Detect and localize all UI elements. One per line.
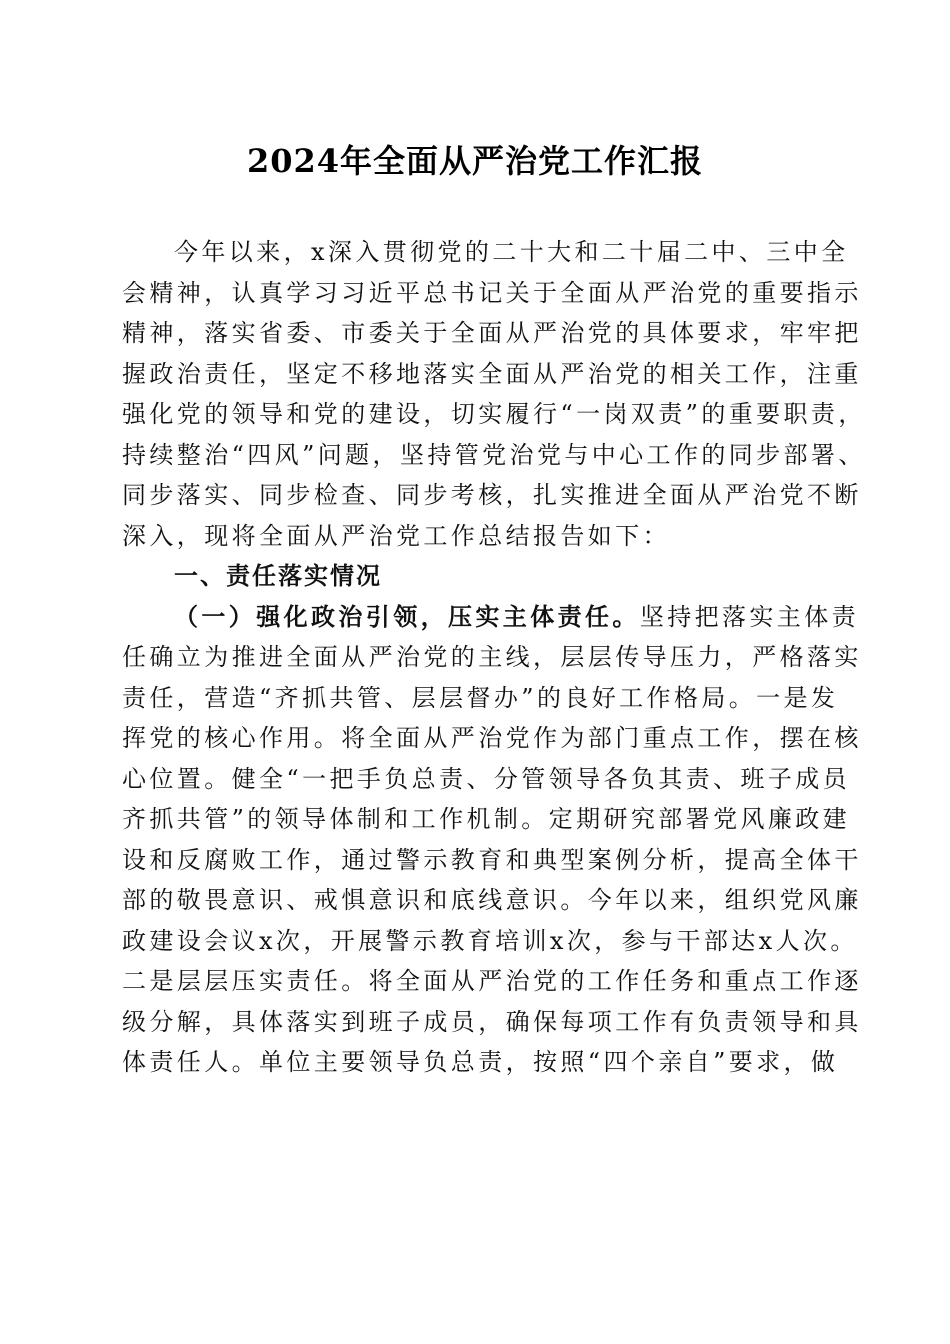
- paragraph-line: 二是层层压实责任。将全面从严治党的工作任务和重点工作逐: [122, 967, 862, 995]
- paragraph-line: 部的敬畏意识、戒惧意识和底线意识。今年以来，组织党风廉: [122, 886, 862, 914]
- paragraph-line: 同步落实、同步检查、同步考核，扎实推进全面从严治党不断: [122, 481, 862, 509]
- paragraph-line: 今年以来，x深入贯彻党的二十大和二十届二中、三中全: [174, 238, 849, 266]
- paragraph-line: 深入，现将全面从严治党工作总结报告如下：: [122, 521, 670, 550]
- document-body: [122, 232, 866, 1083]
- paragraph-line: 心位置。健全“一把手负总责、分管领导各负其责、班子成员: [122, 764, 851, 793]
- paragraph-line: 会精神，认真学习习近平总书记关于全面从严治党的重要指示: [122, 278, 862, 307]
- subsection-heading: （一）强化政治引领，压实主体责任。: [174, 601, 640, 631]
- paragraph-line: 挥党的核心作用。将全面从严治党作为部门重点工作，摆在核: [122, 724, 862, 752]
- document-title: 2024年全面从严治党工作汇报: [246, 142, 704, 180]
- paragraph-line: 设和反腐败工作，通过警示教育和典型案例分析，提高全体干: [122, 845, 862, 874]
- subsection-first-line-text: 坚持把落实主体责: [639, 602, 860, 631]
- paragraph-line: 强化党的领导和党的建设，切实履行“一岗双责”的重要职责，: [122, 400, 866, 428]
- section-heading: 一、责任落实情况: [174, 562, 382, 590]
- paragraph-line: 精神，落实省委、市委关于全面从严治党的具体要求，牢牢把: [122, 319, 862, 347]
- paragraph-line: 责任，营造“齐抓共管、层层督办”的良好工作格局。一是发: [122, 683, 839, 712]
- paragraph-line: 握政治责任，坚定不移地落实全面从严治党的相关工作，注重: [122, 359, 862, 388]
- paragraph-line: 持续整治“四风”问题，坚持管党治党与中心工作的同步部署、: [122, 440, 866, 469]
- paragraph-line: 级分解，具体落实到班子成员，确保每项工作有负责领导和具: [122, 1007, 862, 1036]
- paragraph-line: 齐抓共管”的领导体制和工作机制。定期研究部署党风廉政建: [122, 805, 851, 833]
- paragraph-line: 政建设会议x次，开展警示教育培训x次，参与干部达x人次。: [122, 926, 858, 955]
- subsection-first-line: [122, 597, 860, 638]
- paragraph-line: 任确立为推进全面从严治党的主线，层层传导压力，严格落实: [122, 643, 862, 671]
- paragraph-line: 体责任人。单位主要领导负总责，按照“四个亲自”要求，做: [122, 1048, 839, 1076]
